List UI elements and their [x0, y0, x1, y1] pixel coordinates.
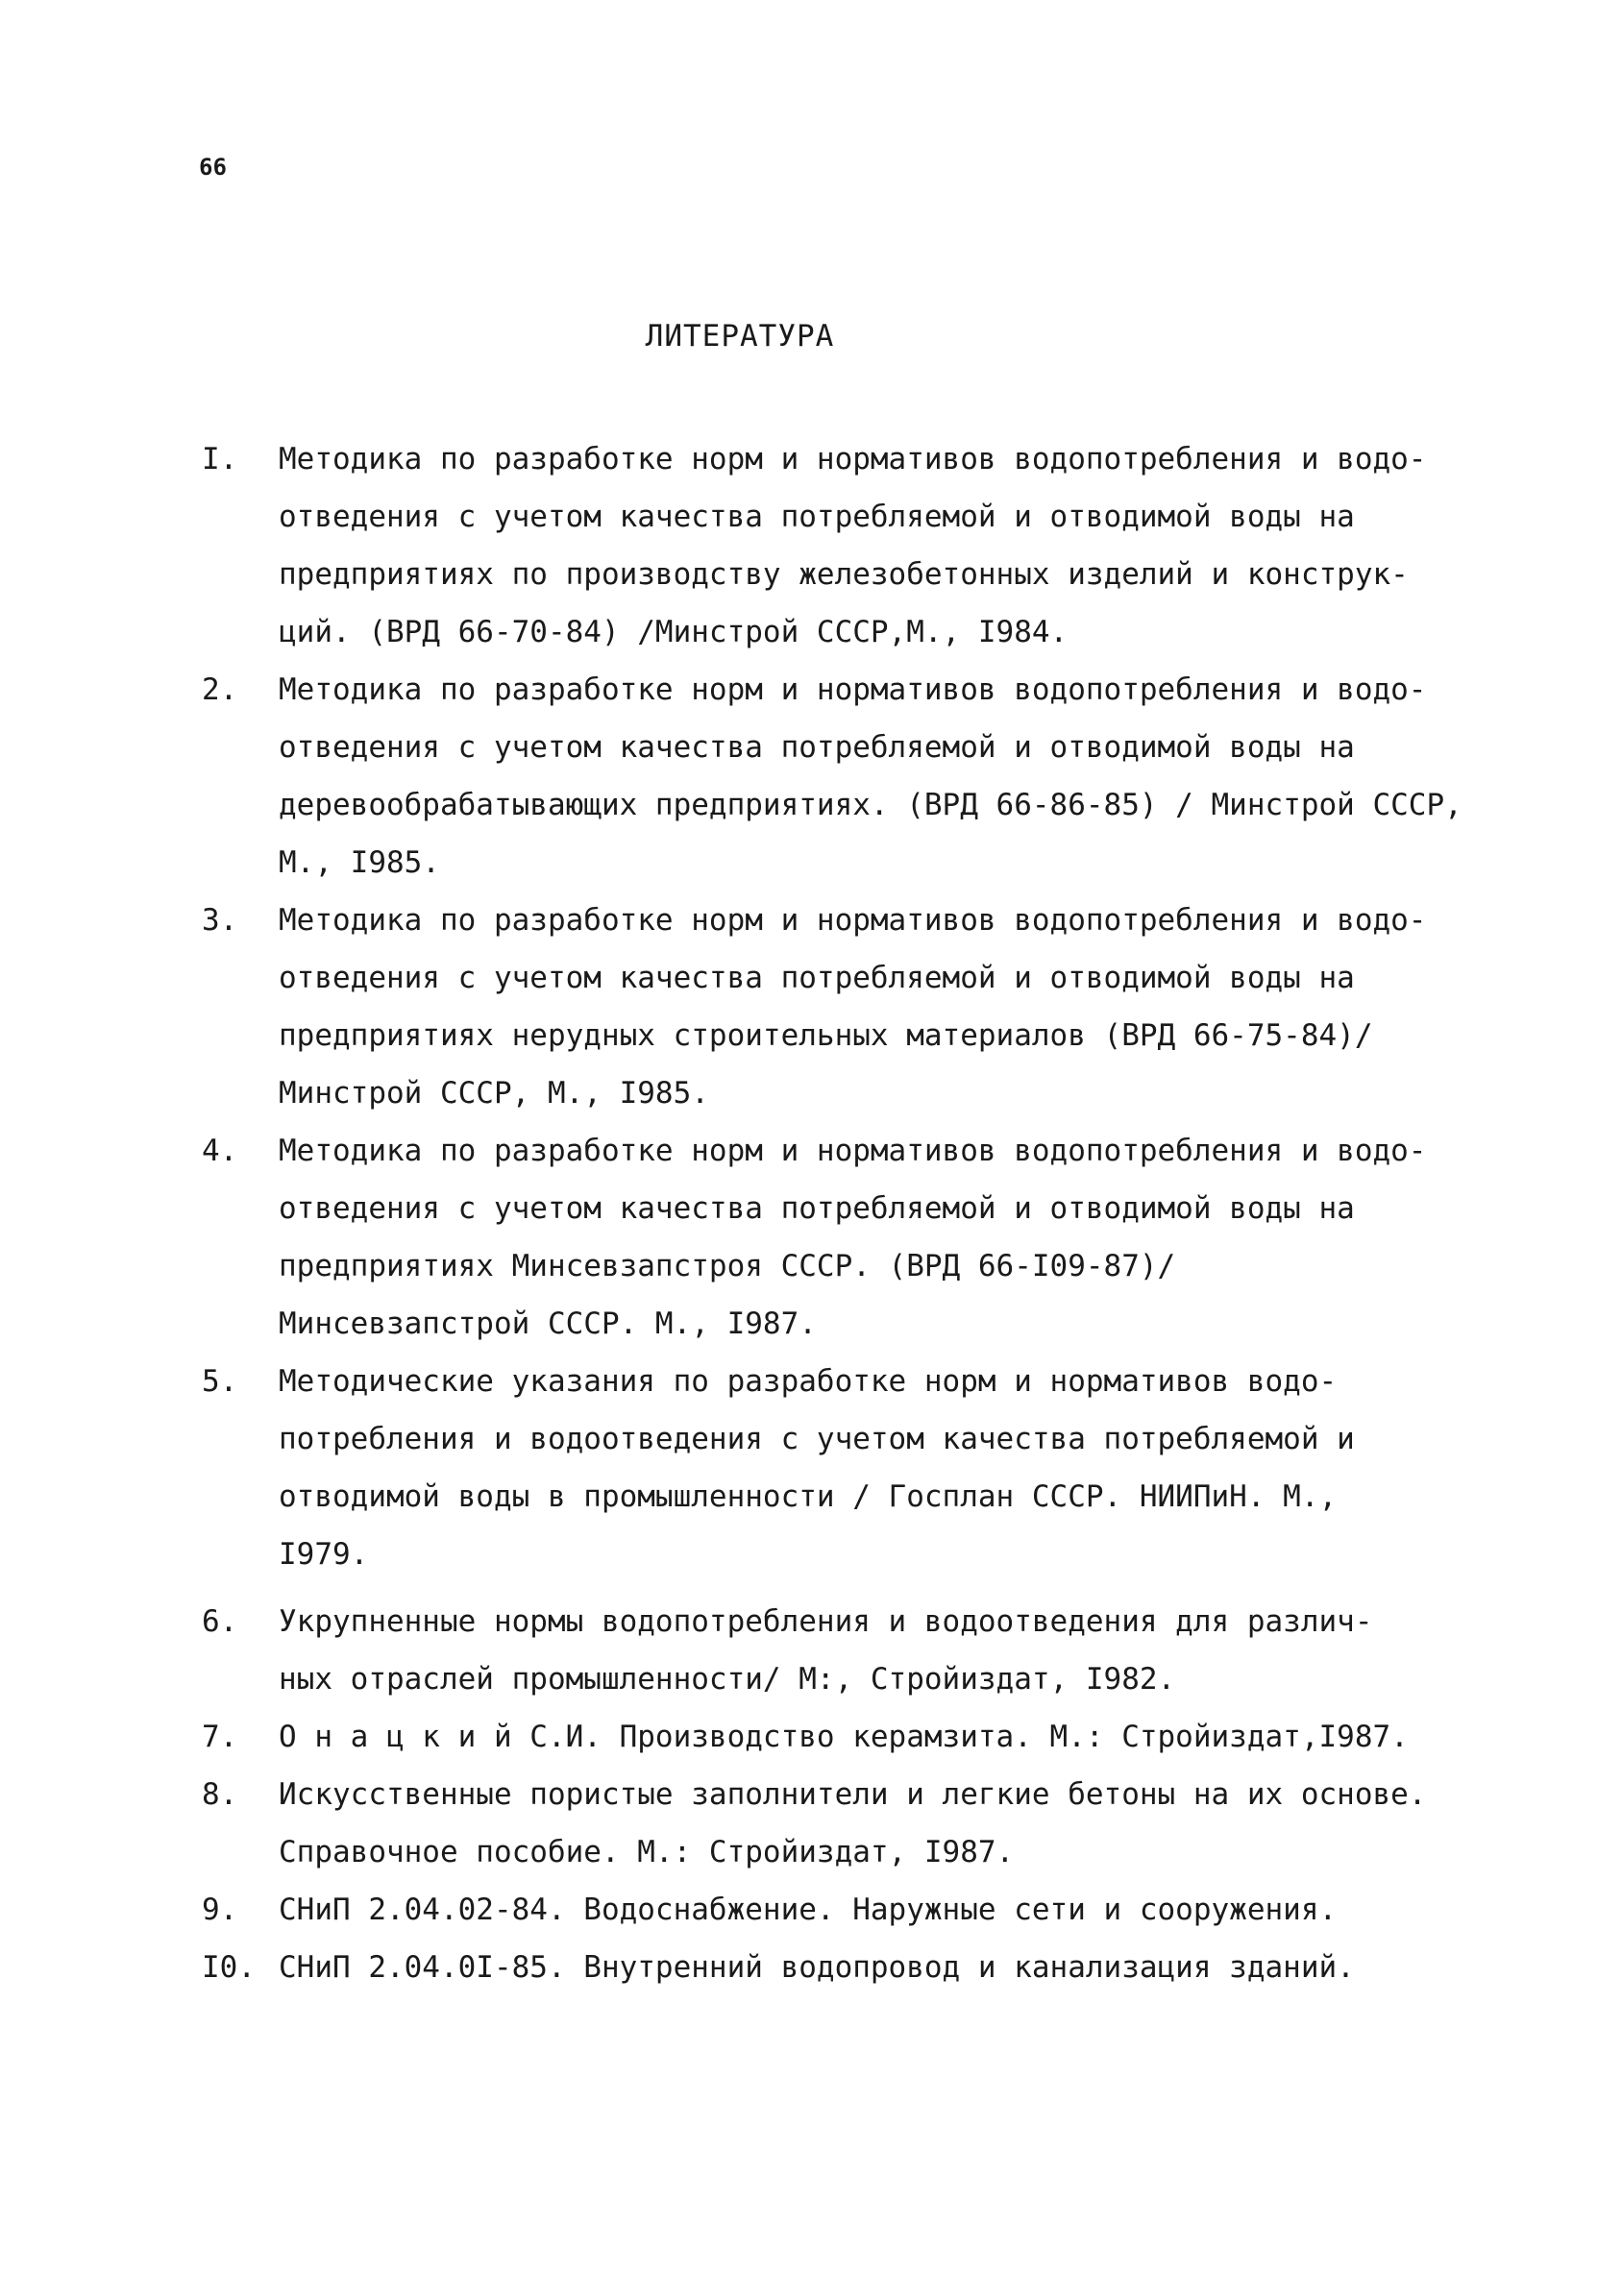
- reference-line: Методика по разработке норм и нормативов водопотребления и водо-: [279, 442, 1427, 476]
- reference-line: I979.: [279, 1537, 369, 1572]
- reference-item: [202, 1353, 1451, 1583]
- reference-line: М., I985.: [279, 845, 440, 880]
- reference-line: отведения с учетом качества потребляемой и отводимой воды на: [279, 500, 1355, 534]
- reference-line: Методические указания по разработке норм и нормативов водо-: [279, 1364, 1338, 1399]
- reference-line: потребления и водоотведения с учетом качества потребляемой и: [279, 1422, 1355, 1456]
- reference-line: Методика по разработке норм и нормативов водопотребления и водо-: [279, 672, 1427, 707]
- reference-text: [279, 430, 1451, 661]
- reference-line: Искусственные пористые заполнители и легкие бетоны на их основе.: [279, 1777, 1427, 1812]
- reference-item: [202, 430, 1451, 661]
- reference-line: О н а ц к и й С.И. Производство керамзита. М.: Стройиздат,I987.: [279, 1720, 1409, 1754]
- reference-line: Укрупненные нормы водопотребления и водоотведения для различ-: [279, 1604, 1373, 1639]
- reference-number: 3.: [202, 903, 238, 938]
- reference-number: 5.: [202, 1364, 238, 1399]
- reference-text: [279, 1881, 1451, 1939]
- reference-line: СНиП 2.04.02-84. Водоснабжение. Наружные сети и сооружения.: [279, 1893, 1338, 1927]
- reference-line: Методика по разработке норм и нормативов водопотребления и водо-: [279, 903, 1427, 938]
- reference-number: 8.: [202, 1777, 238, 1812]
- reference-text: [279, 1766, 1451, 1881]
- reference-item: [202, 1881, 1451, 1939]
- reference-line: Методика по разработке норм и нормативов водопотребления и водо-: [279, 1134, 1427, 1168]
- page-number: 66: [199, 154, 227, 181]
- reference-item: [202, 892, 1451, 1122]
- reference-number: 4.: [202, 1134, 238, 1168]
- reference-item: [202, 1122, 1451, 1353]
- reference-line: предприятиях по производству железобетонных изделий и конструк-: [279, 557, 1409, 592]
- reference-line: отведения с учетом качества потребляемой и отводимой воды на: [279, 961, 1355, 995]
- reference-line: отведения с учетом качества потребляемой и отводимой воды на: [279, 1191, 1355, 1226]
- reference-item: [202, 1766, 1451, 1881]
- reference-text: [279, 1122, 1451, 1353]
- reference-line: Минсевзапстрой СССР. М., I987.: [279, 1307, 817, 1341]
- reference-text: [279, 892, 1451, 1122]
- reference-line: предприятиях Минсевзапстроя СССР. (ВРД 66-I09-87)/: [279, 1249, 1176, 1283]
- reference-line: отведения с учетом качества потребляемой и отводимой воды на: [279, 730, 1355, 765]
- reference-number: 7.: [202, 1720, 238, 1754]
- reference-text: [279, 1353, 1451, 1583]
- reference-line: Справочное пособие. М.: Стройиздат, I987.: [279, 1835, 1015, 1869]
- reference-list: [202, 430, 1462, 1996]
- reference-line: СНиП 2.04.0I-85. Внутренний водопровод и канализация зданий.: [279, 1950, 1355, 1985]
- reference-item: [202, 1593, 1451, 1708]
- reference-text: [279, 1593, 1451, 1708]
- reference-line: предприятиях нерудных строительных материалов (ВРД 66-75-84)/: [279, 1018, 1373, 1053]
- reference-line: отводимой воды в промышленности / Госплан СССР. НИИПиН. М.,: [279, 1479, 1338, 1514]
- reference-line: деревообрабатывающих предприятиях. (ВРД 66-86-85) / Минстрой СССР,: [279, 788, 1462, 822]
- reference-item: [202, 1939, 1451, 1996]
- reference-line: ных отраслей промышленности/ М:, Стройиздат, I982.: [279, 1662, 1176, 1697]
- reference-line: Минстрой СССР, М., I985.: [279, 1076, 709, 1111]
- reference-text: [279, 1939, 1451, 1996]
- reference-line: ций. (ВРД 66-70-84) /Минстрой СССР,М., I984.: [279, 615, 1069, 649]
- reference-number: 6.: [202, 1604, 238, 1639]
- reference-number: 9.: [202, 1893, 238, 1927]
- reference-number: I0.: [202, 1950, 256, 1985]
- reference-text: [279, 1708, 1451, 1766]
- reference-item: [202, 661, 1462, 892]
- reference-number: I.: [202, 442, 238, 476]
- reference-item: [202, 1708, 1451, 1766]
- reference-text: [279, 661, 1462, 892]
- reference-number: 2.: [202, 672, 238, 707]
- page-title: ЛИТЕРАТУРА: [645, 319, 835, 354]
